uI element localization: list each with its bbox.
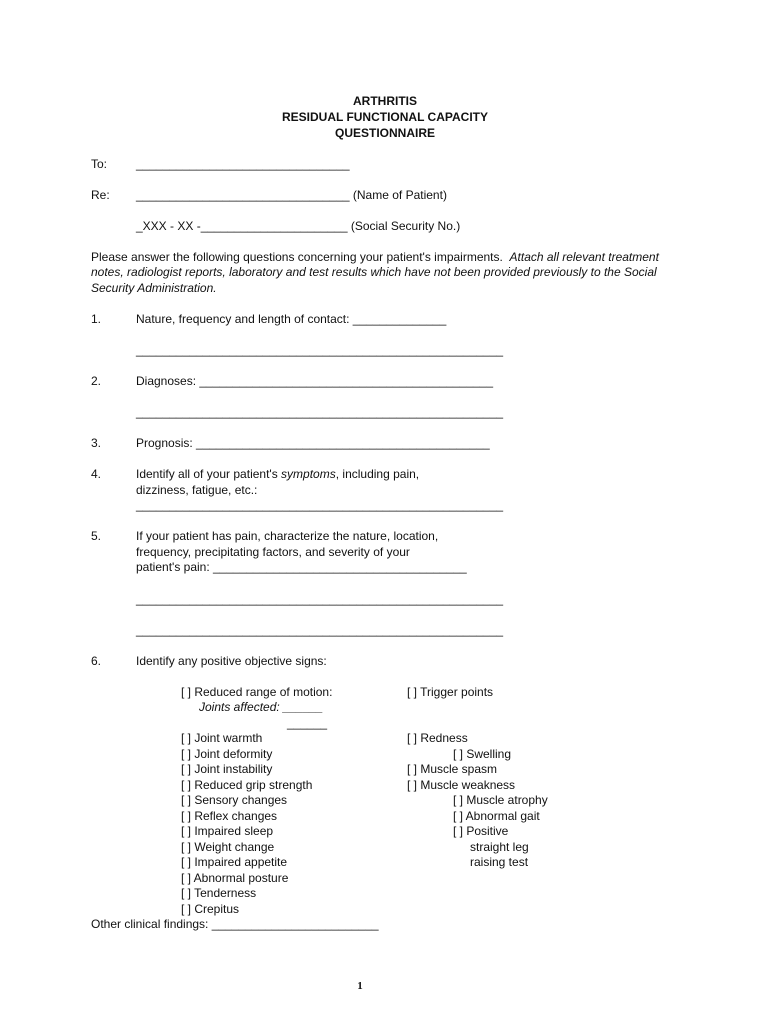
checkbox-reflex-changes[interactable]: [ ] Reflex changes (181, 809, 278, 823)
checkbox-trigger-points[interactable]: [ ] Trigger points (407, 685, 494, 699)
q4-text-a: Identify all of your patient's (136, 467, 282, 481)
q1-number: 1. (91, 312, 102, 326)
q4-line-1 (136, 467, 419, 482)
ssn-field[interactable]: _XXX - XX -______________________ (Social Security No.) (136, 219, 461, 233)
checkbox-positive-straight-leg-raising[interactable]: [ ] Positive (453, 824, 509, 838)
checkbox-muscle-weakness[interactable]: [ ] Muscle weakness (407, 778, 516, 792)
instructions-italic-1: Attach all relevant treatment (509, 250, 659, 264)
checkbox-tenderness[interactable]: [ ] Tenderness (181, 886, 257, 900)
to-field[interactable]: ________________________________ (136, 157, 350, 171)
checkbox-muscle-spasm[interactable]: [ ] Muscle spasm (407, 762, 498, 776)
checkbox-crepitus[interactable]: [ ] Crepitus (181, 902, 240, 916)
q5-line-1: If your patient has pain, characterize the nature, location, (136, 529, 439, 543)
raising-test-label: raising test (470, 855, 529, 869)
checkbox-muscle-atrophy[interactable]: [ ] Muscle atrophy (453, 793, 548, 807)
checkbox-joint-deformity[interactable]: [ ] Joint deformity (181, 747, 273, 761)
instructions-plain: Please answer the following questions concerning your patient's impairments. (91, 250, 510, 264)
joints-affected-field[interactable]: Joints affected: ______ (199, 700, 324, 714)
q3-number: 3. (91, 436, 102, 450)
checkbox-swelling[interactable]: [ ] Swelling (453, 747, 512, 761)
q5-answer-line-2[interactable]: _______________________________________________________ (136, 623, 504, 637)
q2-number: 2. (91, 374, 102, 388)
checkbox-impaired-sleep[interactable]: [ ] Impaired sleep (181, 824, 274, 838)
joints-affected-blank[interactable]: ______ (287, 716, 328, 730)
title-questionnaire: QUESTIONNAIRE (334, 126, 435, 140)
q4-text-c: , including pain, (335, 467, 420, 481)
to-label: To: (91, 157, 108, 171)
checkbox-joint-instability[interactable]: [ ] Joint instability (181, 762, 273, 776)
q4-line-2: dizziness, fatigue, etc.: (136, 483, 258, 497)
q5-number: 5. (91, 529, 102, 543)
q6-text: Identify any positive objective signs: (136, 654, 327, 668)
q4-symptoms: symptoms (281, 467, 336, 481)
instructions-line-2: notes, radiologist reports, laboratory and test results which have not been provided previously to the Social (91, 265, 657, 279)
checkbox-joint-warmth[interactable]: [ ] Joint warmth (181, 731, 263, 745)
q4-number: 4. (91, 467, 102, 481)
q5-answer-line-1[interactable]: _______________________________________________________ (136, 592, 504, 606)
checkbox-abnormal-posture[interactable]: [ ] Abnormal posture (181, 871, 289, 885)
checkbox-abnormal-gait[interactable]: [ ] Abnormal gait (453, 809, 540, 823)
checkbox-reduced-grip-strength[interactable]: [ ] Reduced grip strength (181, 778, 313, 792)
title-arthritis: ARTHRITIS (353, 94, 417, 108)
q5-line-2: frequency, precipitating factors, and severity of your (136, 545, 410, 559)
other-clinical-findings-field[interactable]: Other clinical findings: _________________________ (91, 917, 379, 931)
checkbox-redness[interactable]: [ ] Redness (407, 731, 468, 745)
checkbox-weight-change[interactable]: [ ] Weight change (181, 840, 275, 854)
instructions-line-1 (91, 250, 659, 265)
q2-text[interactable]: Diagnoses: ____________________________________________ (136, 374, 494, 388)
title-rfc: RESIDUAL FUNCTIONAL CAPACITY (281, 110, 488, 124)
checkbox-impaired-appetite[interactable]: [ ] Impaired appetite (181, 855, 288, 869)
q1-text[interactable]: Nature, frequency and length of contact: ______________ (136, 312, 447, 326)
checkbox-sensory-changes[interactable]: [ ] Sensory changes (181, 793, 288, 807)
instructions-line-3: Security Administration. (91, 281, 217, 295)
q6-number: 6. (91, 654, 102, 668)
q1-answer-line[interactable]: _______________________________________________________ (136, 343, 504, 357)
re-label: Re: (91, 188, 110, 202)
q5-line-3[interactable]: patient's pain: ______________________________________ (136, 560, 467, 574)
q2-answer-line[interactable]: _______________________________________________________ (136, 405, 504, 419)
checkbox-reduced-range-of-motion[interactable]: [ ] Reduced range of motion: (181, 685, 333, 699)
page-number: 1 (357, 980, 363, 992)
q4-answer-line[interactable]: _______________________________________________________ (136, 498, 504, 512)
straight-leg-label: straight leg (470, 840, 529, 854)
patient-name-field[interactable]: ________________________________ (Name of Patient) (136, 188, 447, 202)
q3-text[interactable]: Prognosis: ____________________________________________ (136, 436, 490, 450)
